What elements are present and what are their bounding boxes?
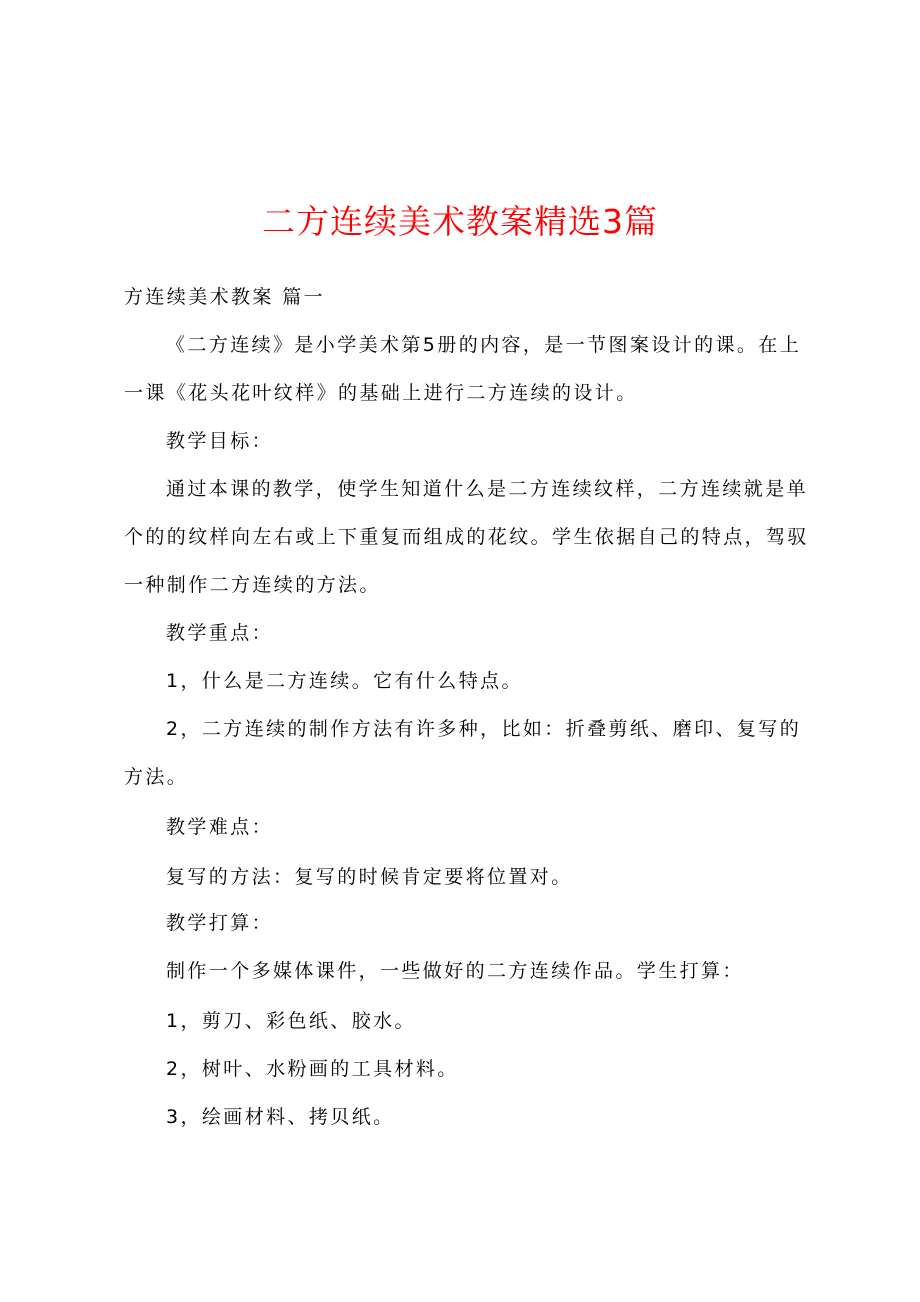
subheading: 教学目标： (166, 430, 274, 452)
paragraph-line: 2，二方连续的制作方法有许多种，比如：折叠剪纸、磨印、复写的 (166, 718, 802, 740)
paragraph-line: 通过本课的教学，使学生知道什么是二方连续纹样，二方连续就是单 (166, 478, 809, 500)
paragraph-line: 《二方连续》是小学美术第5册的内容，是一节图案设计的课。在上 (166, 334, 802, 356)
paragraph-line: 个的的纹样向左右或上下重复而组成的花纹。学生依据自己的特点，驾驭 (124, 526, 809, 548)
subheading: 教学打算： (166, 912, 274, 934)
document-title: 二方连续美术教案精选3篇 (262, 202, 658, 241)
paragraph-line: 方法。 (124, 766, 189, 788)
paragraph-line: 2，树叶、水粉画的工具材料。 (166, 1058, 459, 1080)
paragraph-line: 3，绘画材料、拷贝纸。 (166, 1106, 395, 1128)
paragraph-line: 一课《花头花叶纹样》的基础上进行二方连续的设计。 (124, 382, 638, 404)
section-heading: 方连续美术教案 篇一 (124, 286, 326, 308)
paragraph-line: 1，剪刀、彩色纸、胶水。 (166, 1010, 416, 1032)
subheading: 教学重点： (166, 622, 274, 644)
paragraph-line: 1，什么是二方连续。它有什么特点。 (166, 670, 523, 692)
paragraph-line: 复写的方法：复写的时候肯定要将位置对。 (166, 866, 573, 888)
paragraph-line: 一种制作二方连续的方法。 (124, 574, 381, 596)
subheading: 教学难点： (166, 816, 274, 838)
paragraph-line: 制作一个多媒体课件，一些做好的二方连续作品。学生打算： (166, 960, 744, 982)
